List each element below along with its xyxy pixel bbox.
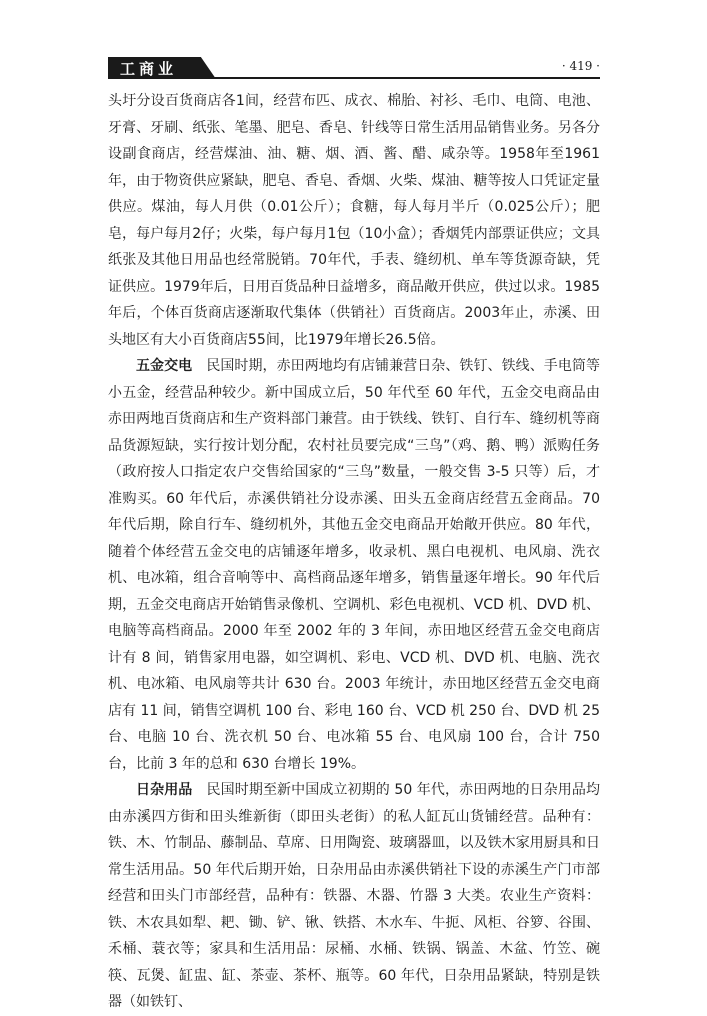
paragraph-text: 民国时期，赤田两地均有店铺兼营日杂、铁钉、铁线、手电筒等小五金，经营品种较少。新中国成立后，50 年代至 60 年代，五金交电商品由赤田两地百货商店和生产资料部门兼营。由于铁线、铁钉、自行车、缝纫机等商品货源短缺，实行按计划分配，农村社员要完成“三鸟”（鸡、鹅、鸭）派购任务（政府按人口指定农户交售给国家的“三鸟”数量，一般交售 3-5 只等）后，才准购买。60 年代后，赤溪供销社分设赤溪、田头五金商店经营五金商品。70 年代后期，除自行车、缝纫机外，其他五金交电商品开始敞开供应。80 年代，随着个体经营五金交电的店铺逐年增多，收录机、黑白电视机、电风扇、洗衣机、电冰箱，组合音响等中、高档商品逐年增多，销售量逐年增长。90 年代后期，五金交电商店开始销售录像机、空调机、彩色电视机、VCD 机、DVD 机、电脑等高档商品。2000 年至 2002 年的 3 年间，赤田地区经营五金交电商店计有 8 间，销售家用电器，如空调机、彩电、VCD 机、DVD 机、电脑、洗衣机、电冰箱、电风扇等共计 630 台。2003 年统计，赤田地区经营五金交电商店有 11 间，销售空调机 100 台、彩电 160 台、VCD 机 250 台、DVD 机 25 台、电脑 10 台、洗衣机 50 台、电冰箱 55 台、电风扇 100 台，合计 750 台，比前 3 年的总和 630 台增长 19%。 bbox=[108, 358, 600, 772]
paragraph-continued bbox=[108, 88, 600, 353]
paragraph-text: 民国时期至新中国成立初期的 50 年代，赤田两地的日杂用品均由赤溪四方街和田头维新街（即田头老街）的私人缸瓦山货铺经营。品种有：铁、木、竹制品、藤制品、草席、日用陶瓷、玻璃器皿，以及铁木家用厨具和日常生活用品。50 年代后期开始，日杂用品由赤溪供销社下设的赤溪生产门市部经营和田头门市部经营，品种有：铁器、木器、竹器 3 大类。农业生产资料：铁、木农具如犁、耙、锄、铲、锹、铁搭、木水车、牛扼、风柜、谷箩、谷围、禾桶、蓑衣等；家具和生活用品：尿桶、水桶、铁锅、锅盖、木盆、竹笠、碗筷、瓦煲、缸盅、缸、茶壶、茶杯、瓶等。60 年代，日杂用品紧缺，特别是铁器（如铁钉、 bbox=[108, 782, 601, 1010]
paragraph-daily-goods bbox=[108, 777, 600, 1016]
header-rule bbox=[208, 77, 600, 79]
section-title: 工商业 bbox=[120, 60, 178, 78]
paragraph-text: 头圩分设百货商店各1间，经营布匹、成衣、棉胎、衬衫、毛巾、电筒、电池、牙膏、牙刷、纸张、笔墨、肥皂、香皂、针线等日常生活用品销售业务。另各分设副食商店，经营煤油、油、糖、烟、酒、酱、醋、咸杂等。1958年至1961年，由于物资供应紧缺，肥皂、香皂、香烟、火柴、煤油、糖等按人口凭证定量供应。煤油，每人月供（0.01公斤）；食糖，每人每月半斤（0.025公斤）；肥皂，每户每月2仔；火柴，每户每月1包（10小盒）；香烟凭内部票证供应；文具纸张及其他日用品也经常脱销。70年代，手表、缝纫机、单车等货源奇缺，凭证供应。1979年后，日用百货品种日益增多，商品敞开供应，供过以求。1985年后，个体百货商店逐渐取代集体（供销社）百货商店。2003年止，赤溪、田头地区有大小百货商店55间，比1979年增长26.5倍。 bbox=[108, 93, 600, 348]
subheading: 五金交电 bbox=[136, 358, 193, 374]
body-text bbox=[108, 88, 600, 1016]
subheading: 日杂用品 bbox=[136, 782, 193, 798]
running-header bbox=[108, 57, 600, 79]
page-number: · 419 · bbox=[561, 59, 600, 73]
paragraph-hardware-electrical bbox=[108, 353, 600, 777]
